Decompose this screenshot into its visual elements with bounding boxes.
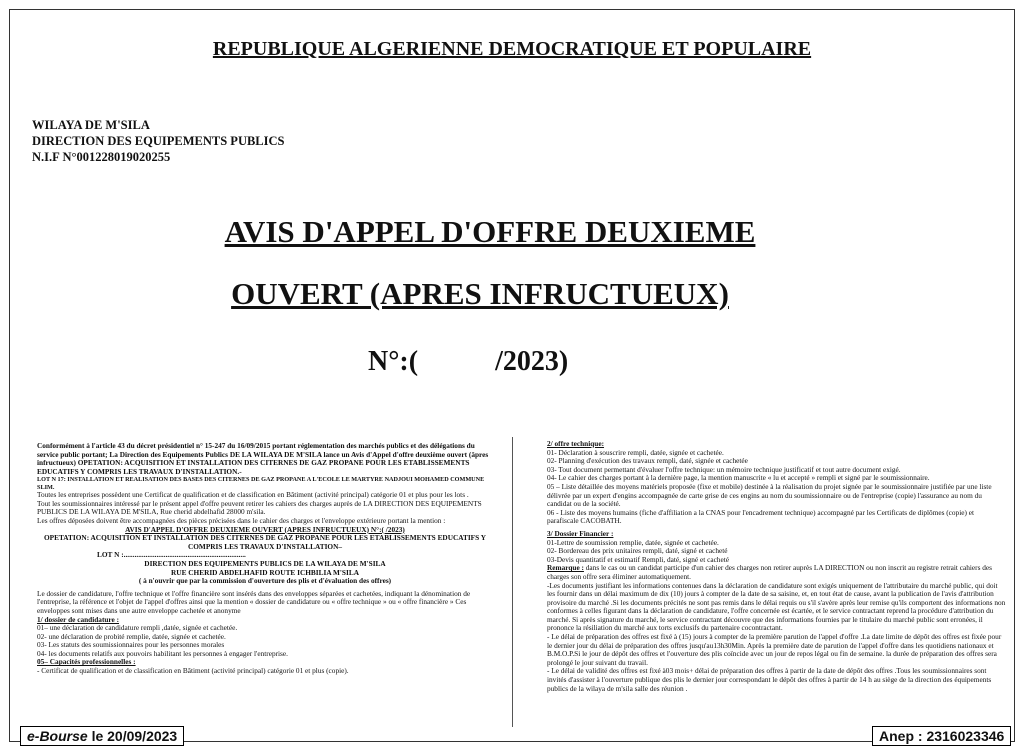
anep-stamp: Anep : 2316023346 — [872, 726, 1011, 746]
notice-number: N°:( /2023) — [368, 346, 569, 377]
envelope-address: RUE CHERID ABDELHAFID ROUTE ICHBILIA M'SILA — [171, 567, 359, 577]
envelope-lot: LOT N :................................................................... — [97, 550, 246, 560]
dossier-intro: Le dossier de candidature, l'offre technique et l'offre financière sont insérés dans des enveloppes séparées et cachetées, indiquant la dénomination de l'entreprise, la référence et l'objet de l'appel d'offres ainsi que la mention « dossier de candidature ou « offre technique » ou « offre financière » Ces enveloppes sont mises dans une autre enveloppe cachetée et anonyme — [37, 588, 471, 615]
intro-paragraph: Conformément à l'article 43 du décret présidentiel n° 15-247 du 16/09/2015 portant réglementation des marchés publics et des délégations du service public portant; La Direction des Equipements Publics DE LA WILAYA DE M'SILA lance un Avis d'Appel d'offre deuxième ouvert (âpres infructueux) OPETATION: ACQUISITION ET INSTALLATION DES CITERNES DE GAZ PROPANE POUR LES ETABLISSEMENTS EDUCATIFS Y COMPRIS LES TRAVAUX D'INSTALLATION.- — [37, 441, 489, 476]
retrieve-paragraph: Tout les soumissionnaires intéressé par le présent appel d'offre peuvent retirer les cahiers des charges auprès de LA DIRECTION DES EQUIPEMENTS PUBLICS DE LA WILAYA DE M'SILA, Rue cherid abdelhafid 28000 m'sila. — [37, 498, 482, 517]
nif-line: N.I.F N°001228019020255 — [32, 150, 171, 164]
dossier-item: 01– une déclaration de candidature rempli ,datée, signée et cachetée. — [37, 623, 238, 633]
envelope-note: ( à n'ouvrir que par la commission d'ouverture des plis et d'évaluation des offres) — [138, 576, 392, 586]
financial-item: 01-Lettre de soumission remplie, datée, signée et cachetée. — [547, 537, 719, 547]
wilaya-line: WILAYA DE M'SILA — [32, 118, 150, 132]
remarque-text: dans le cas ou un candidat participe d'un cahier des charges non retirer auprès LA DIRECTION ou non inscrit au registre retrait cahiers des charges son offre sera éliminer automatiquement. — [547, 563, 992, 581]
tech-item: 04- Le cahier des charges portant à la dernière page, la mention manuscrite « lu et accepté » rempli et signé par le soumissionnaire. — [547, 473, 930, 483]
tech-item: 06 - Liste des moyens humains (fiche d'affiliation a la CNAS pour l'encadrement technique) accompagné par les Certificats de diplômes (copie) et parafiscale CACOBATH. — [547, 507, 974, 526]
remarque-label: Remarque : — [547, 563, 584, 573]
tech-item: 03- Tout document permettant d'évaluer l'offre technique: un mémoire technique justificatif et tout autre document exigé. — [547, 464, 901, 474]
dossier-item: 02- une déclaration de probité remplie, datée, signée et cachetée. — [37, 631, 226, 641]
financial-title: 3/ Dossier Financier : — [547, 528, 614, 538]
republic-heading: REPUBLIQUE ALGERIENNE DEMOCRATIQUE ET POPULAIRE — [212, 38, 812, 60]
left-column — [37, 442, 493, 676]
source-brand: e-Bourse — [27, 728, 88, 744]
remarque-paragraph — [547, 564, 1007, 581]
dossier-item: 04- les documents relatifs aux pouvoirs habilitant les personnes à engager l'entreprise. — [37, 648, 288, 658]
issuer-block — [32, 117, 284, 165]
notice-title-line2: OUVERT (APRES INFRUCTUEUX) — [231, 276, 729, 311]
eligibility-paragraph: Toutes les entreprises possèdent une Certificat de qualification et de classification en Bâtiment (activité principal) catégorie 01 et plus pour les lots . — [37, 490, 469, 500]
lot-line: LOT N 17: INSTALLATION ET REALISATION DES BASES DES CITERNES DE GAZ PROPANE A L'ECOLE LE MARTYRE NADJOUI MOHAMED COMMUNE SLIM. — [37, 476, 485, 491]
financial-item: 02- Bordereau des prix unitaires rempli, daté, signé et cacheté — [547, 546, 728, 556]
tech-item: 02- Planning d'exécution des travaux rempli, daté, signée et cachetée — [547, 456, 748, 466]
documents-paragraph: -Les documents justifiant les informations contenues dans la déclaration de candidature sont exigés uniquement de l'attributaire du marché public, qui doit les fournir dans un délai maximum de dix (10) jours à compter de la date de sa saisine, et, en tout état de cause, avant la publication de l'avis d'attribution provisoire du marché .Si les documents précités ne sont pas remis dans le délai requis ou s'il s'avère après leur remise qu'ils comportent des informations non conformes à celles figurant dans la déclaration de candidature, l'offre concernée est écartée, et le service contractant reprend la procédure d'attribution du marché. Si après signature du marché, le service contractant découvre que des informations fournies par le titulaire du marché public sont erronées, il prononce la résiliation du marché aux torts exclusifs du partenaire cocontractant. — [547, 580, 1006, 633]
source-stamp — [20, 726, 184, 746]
right-column — [547, 440, 1007, 693]
source-date: le 20/09/2023 — [87, 728, 178, 744]
dossier-item: 03- Les statuts des soumissionnaires pour les personnes morales — [37, 640, 225, 650]
dossier-item: - Certificat de qualification et de classification en Bâtiment (activité principal) catégorie 01 et plus (copie). — [37, 666, 349, 676]
tech-title: 2/ offre technique: — [547, 439, 605, 448]
column-divider — [512, 437, 513, 727]
financial-item: 03-Devis quantitatif et estimatif Rempli, daté, signé et cacheté — [547, 554, 729, 564]
direction-line: DIRECTION DES EQUIPEMENTS PUBLICS — [32, 134, 285, 148]
envelope-operation: OPETATION: ACQUISITION ET INSTALLATION DES CITERNES DE GAZ PROPANE POUR LES ETABLISSEMENTS EDUCATIFS Y COMPRIS LES TRAVAUX D'INSTALLATION– — [43, 533, 487, 551]
delay-paragraph: - Le délai de préparation des offres est fixé à (15) jours à compter de la première parution de l'appel d'offre .La date limite de dépôt des offres est fixée pour le dernier jour du délai de préparation des offres jusqu'au13h30Min. Après la première date de parution de l'appel d'offre dans les quotidiens nationaux et B.M.O.P.Si le jour de dépôt des offres et l'ouverture des plis coïncide avec un jour de repos légal ou fin de semaine. la durée de préparation des offres sera prolongé le jour suivant du travail. — [547, 632, 1002, 667]
envelope-title: AVIS D'APPEL D'OFFRE DEUXIEME OUVERT (APRES INFRUCTUEUX) N°:( /2023) — [125, 524, 405, 534]
offers-paragraph: Les offres déposées doivent être accompagnées des pièces précisées dans le cahier des charges et l'enveloppe extérieure portant la mention : — [37, 515, 446, 525]
tech-item: 05 – Liste détaillée des moyens matériels proposée (fixe et mobile) destinée à la réalisation du projet signée par le soumissionnaire justifiée par une liste délivrée par un expert d'engins accompagnée de carte grise de ces engins au nom du soumissionnaire ou de l'entreprise (copie) l'assurance au nom du candidat ou de la société. — [547, 481, 992, 509]
tech-item: 01- Déclaration à souscrire rempli, datée, signée et cachetée. — [547, 447, 724, 457]
envelope-direction: DIRECTION DES EQUIPEMENTS PUBLICS DE LA WILAYA DE M'SILA — [144, 558, 386, 568]
notice-title-line1: AVIS D'APPEL D'OFFRE DEUXIEME — [224, 214, 756, 249]
dossier-title: 1/ dossier de candidature : — [37, 614, 120, 624]
validity-paragraph: - Le délai de validité des offres est fixé à03 mois+ délai de préparation des offres à partir de la date de dépôt des offres .Tous les soumissionnaires sont invités d'assister à l'ouverture publique des plis le dernier jour correspondant le dépôt des offres à partir de 14 h au siège de la direction des équipements publics de la wilaya de m'sila salle des réunion . — [547, 666, 992, 693]
dossier-item: 05– Capacités professionnelles : — [37, 657, 136, 667]
